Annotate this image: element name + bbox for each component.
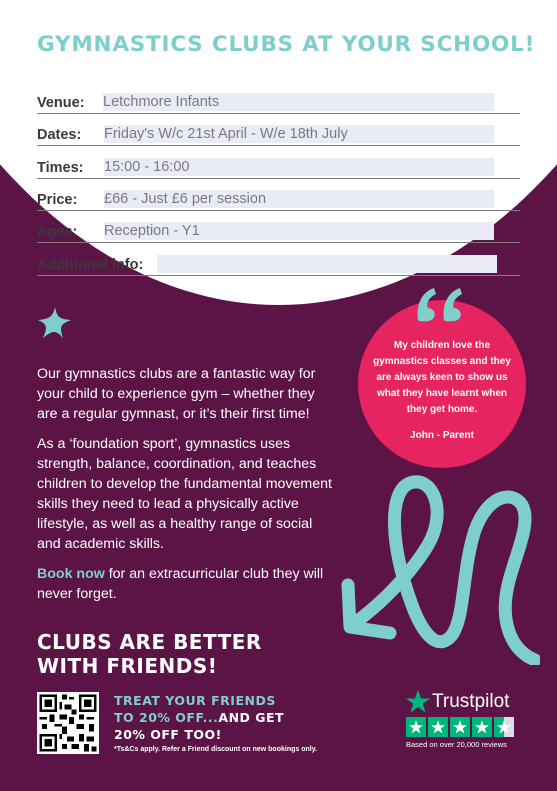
book-now-rest: for an extracurricular club they will never forget. bbox=[37, 566, 324, 602]
dates-field[interactable]: Friday's W/c 21st April - W/e 18th July bbox=[104, 125, 494, 143]
additional-info-row bbox=[37, 252, 520, 276]
trustpilot-badge[interactable] bbox=[406, 690, 524, 749]
sparkle-star-icon bbox=[36, 305, 74, 341]
friends-heading-line2: WITH FRIENDS! bbox=[37, 654, 218, 678]
venue-row bbox=[37, 90, 520, 114]
offer-line2-white: AND GET bbox=[218, 710, 285, 725]
ages-label: Ages: bbox=[37, 224, 78, 240]
dates-row bbox=[37, 122, 520, 146]
trustpilot-rating-star bbox=[494, 717, 514, 737]
price-field[interactable]: £66 - Just £6 per session bbox=[104, 190, 494, 208]
referral-offer bbox=[114, 692, 284, 743]
testimonial-quote: My children love the gymnastics classes and they are always keen to show us what they have learnt when they get home. bbox=[373, 340, 511, 415]
price-label: Price: bbox=[37, 192, 78, 208]
additional-info-label: Additional info: bbox=[37, 257, 144, 273]
additional-info-underline bbox=[37, 275, 520, 277]
offer-line1: TREAT YOUR FRIENDS bbox=[114, 693, 276, 708]
trustpilot-rating-star bbox=[450, 717, 470, 737]
venue-label: Venue: bbox=[37, 95, 85, 111]
venue-field[interactable]: Letchmore Infants bbox=[103, 93, 494, 111]
page-title: GYMNASTICS CLUBS AT YOUR SCHOOL! bbox=[37, 32, 536, 57]
times-field[interactable]: 15:00 - 16:00 bbox=[104, 158, 494, 176]
trustpilot-name: Trustpilot bbox=[432, 690, 510, 712]
ages-underline bbox=[37, 242, 520, 244]
offer-line3: 20% OFF TOO! bbox=[114, 727, 222, 742]
trustpilot-rating-star bbox=[472, 717, 492, 737]
friends-heading bbox=[37, 630, 262, 678]
trustpilot-star-icon bbox=[406, 690, 430, 713]
testimonial-author: John - Parent bbox=[410, 430, 474, 441]
testimonial-bubble bbox=[358, 300, 526, 468]
book-now-paragraph bbox=[37, 564, 337, 604]
dates-label: Dates: bbox=[37, 127, 82, 143]
squiggle-arrow-icon bbox=[340, 455, 540, 665]
venue-underline bbox=[37, 113, 520, 115]
times-row bbox=[37, 155, 520, 179]
times-label: Times: bbox=[37, 160, 84, 176]
price-row bbox=[37, 187, 520, 211]
trustpilot-logo bbox=[406, 690, 524, 713]
foundation-paragraph: As a ‘foundation sport’, gymnastics uses strength, balance, coordination, and teaches children to develop the fundamental movement skills they need to lead a physically active lifestyle, as well as a healthy range of social and academic skills. bbox=[37, 436, 332, 552]
intro-paragraph: Our gymnastics clubs are a fantastic way for your child to experience gym – whether they are a regular gymnast, or it’s their first time! bbox=[37, 366, 316, 422]
book-now-link[interactable]: Book now bbox=[37, 566, 105, 582]
offer-line2-teal: TO 20% OFF... bbox=[114, 710, 219, 725]
trustpilot-rating-star bbox=[428, 717, 448, 737]
price-underline bbox=[37, 210, 520, 212]
qr-code-icon[interactable] bbox=[37, 692, 99, 754]
friends-heading-line1: CLUBS ARE BETTER bbox=[37, 630, 262, 654]
ages-field[interactable]: Reception - Y1 bbox=[104, 222, 494, 240]
terms-note: *Ts&Cs apply. Refer a Friend discount on new bookings only. bbox=[114, 746, 318, 753]
ages-row bbox=[37, 219, 520, 243]
dates-underline bbox=[37, 145, 520, 147]
trustpilot-rating-star bbox=[406, 717, 426, 737]
trustpilot-rating bbox=[406, 717, 524, 737]
quotation-mark-icon bbox=[414, 286, 466, 322]
additional-info-field[interactable] bbox=[157, 255, 497, 273]
trustpilot-caption: Based on over 20,000 reviews bbox=[406, 740, 507, 749]
times-underline bbox=[37, 178, 520, 180]
